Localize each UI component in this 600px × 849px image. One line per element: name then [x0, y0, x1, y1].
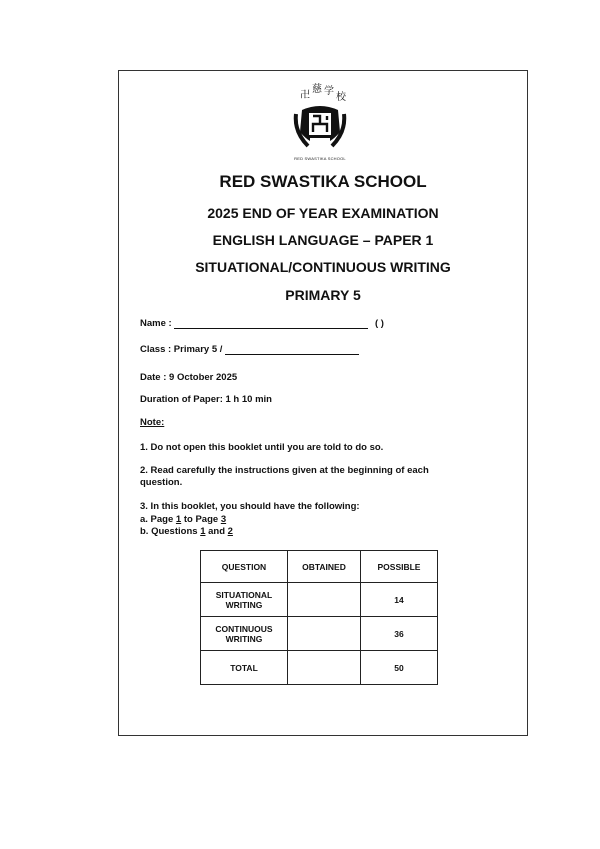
svg-text:校: 校	[336, 92, 346, 103]
table-row	[201, 617, 438, 651]
question-label-line1: SITUATIONAL	[215, 589, 273, 600]
school-crest-logo	[288, 80, 352, 164]
header-obtained: OBTAINED	[288, 551, 361, 583]
row-question-situational	[201, 583, 288, 617]
marks-table	[200, 550, 438, 685]
register-number-paren: ( )	[374, 318, 384, 329]
class-label: Class : Primary 5 /	[140, 344, 223, 355]
row-question-total: TOTAL	[201, 651, 288, 685]
svg-text:学: 学	[324, 86, 334, 97]
question-second-number: 2	[227, 526, 233, 537]
row-question-continuous	[201, 617, 288, 651]
table-row	[201, 651, 438, 685]
possible-cell-situational: 14	[361, 583, 438, 617]
question-label-line1: CONTINUOUS	[215, 623, 273, 634]
question-first-number: 1	[200, 526, 206, 537]
page-end-number: 3	[220, 514, 227, 525]
note-3b-prefix: b. Questions	[140, 526, 201, 537]
svg-text:卍: 卍	[300, 90, 310, 101]
obtained-cell-continuous[interactable]	[288, 617, 361, 651]
note-heading: Note:	[140, 417, 165, 428]
note-3a-prefix: a. Page	[140, 514, 176, 525]
exam-date: Date : 9 October 2025	[140, 372, 238, 383]
note-3a-mid: to Page	[181, 514, 221, 525]
note-item-2-line-2: question.	[140, 477, 183, 488]
exam-component: SITUATIONAL/CONTINUOUS WRITING	[195, 259, 451, 275]
question-label-line2: WRITING	[225, 599, 263, 610]
class-input-line[interactable]	[225, 344, 359, 355]
name-input-line[interactable]	[174, 318, 368, 329]
header-possible: POSSIBLE	[361, 551, 438, 583]
svg-text:慈: 慈	[312, 84, 322, 95]
exam-duration: Duration of Paper: 1 h 10 min	[140, 394, 272, 405]
note-item-1: 1. Do not open this booklet until you are told to do so.	[140, 442, 384, 453]
possible-cell-total: 50	[361, 651, 438, 685]
question-label-line2: WRITING	[225, 633, 263, 644]
name-label: Name :	[140, 318, 172, 329]
note-item-3b	[140, 526, 233, 537]
exam-level: PRIMARY 5	[285, 287, 361, 303]
note-3b-mid: and	[205, 526, 228, 537]
header-question: QUESTION	[201, 551, 288, 583]
exam-subject: ENGLISH LANGUAGE – PAPER 1	[212, 232, 434, 248]
note-item-2-line-1: 2. Read carefully the instructions given at the beginning of each	[140, 465, 429, 476]
obtained-cell-situational[interactable]	[288, 583, 361, 617]
possible-cell-continuous: 36	[361, 617, 438, 651]
exam-title: 2025 END OF YEAR EXAMINATION	[207, 205, 439, 221]
name-field-row	[140, 318, 384, 329]
page-start-number: 1	[175, 514, 182, 525]
table-row	[201, 583, 438, 617]
note-item-3: 3. In this booklet, you should have the following:	[140, 501, 360, 512]
logo-caption: RED SWASTIKA SCHOOL	[294, 156, 346, 161]
school-name: RED SWASTIKA SCHOOL	[219, 172, 427, 191]
note-item-3a	[140, 514, 226, 525]
class-field-row	[140, 344, 359, 355]
marks-table-header-row	[201, 551, 438, 583]
obtained-cell-total[interactable]	[288, 651, 361, 685]
